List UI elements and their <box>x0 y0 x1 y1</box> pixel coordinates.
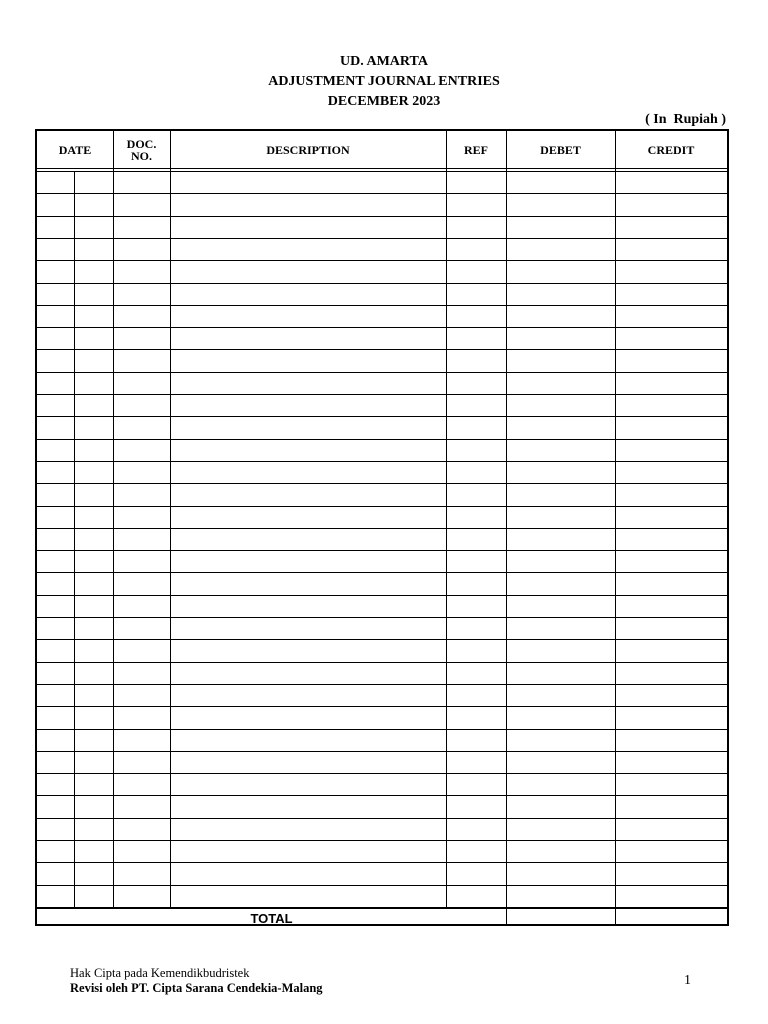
currency-note: ( In Rupiah ) <box>645 112 726 127</box>
column-header-doc-no <box>113 131 170 169</box>
row-divider <box>37 595 727 596</box>
row-divider <box>37 305 727 306</box>
row-divider <box>37 483 727 484</box>
row-divider <box>37 662 727 663</box>
column-header-date: DATE <box>58 143 92 157</box>
row-divider <box>37 795 727 796</box>
row-divider <box>37 349 727 350</box>
footer-copyright: Hak Cipta pada Kemendikbudristek <box>70 966 250 980</box>
journal-table <box>35 129 729 926</box>
total-divider <box>37 907 727 909</box>
row-divider <box>37 394 727 395</box>
column-header-ref: REF <box>464 143 488 157</box>
row-divider <box>37 751 727 752</box>
total-label: TOTAL <box>250 911 293 927</box>
row-divider <box>37 617 727 618</box>
report-period: DECEMBER 2023 <box>327 94 441 109</box>
row-divider <box>37 729 727 730</box>
row-divider <box>37 372 727 373</box>
row-divider <box>37 773 727 774</box>
row-divider <box>37 260 727 261</box>
column-header-credit: CREDIT <box>647 143 695 157</box>
column-divider <box>615 131 616 924</box>
footer-revision: Revisi oleh PT. Cipta Sarana Cendekia-Malang <box>70 981 323 995</box>
company-name: UD. AMARTA <box>340 54 428 69</box>
column-header-doc-no-line1: DOC. <box>126 137 157 151</box>
column-header-doc-no-line2: NO. <box>131 149 152 163</box>
page-number: 1 <box>684 973 691 988</box>
column-divider <box>113 131 114 907</box>
row-divider <box>37 862 727 863</box>
row-divider <box>37 572 727 573</box>
column-divider <box>74 171 75 907</box>
row-divider <box>37 818 727 819</box>
row-divider <box>37 506 727 507</box>
row-divider <box>37 238 727 239</box>
column-divider <box>170 131 171 907</box>
report-title: ADJUSTMENT JOURNAL ENTRIES <box>268 74 500 89</box>
row-divider <box>37 327 727 328</box>
column-divider <box>446 131 447 907</box>
row-divider <box>37 416 727 417</box>
row-divider <box>37 840 727 841</box>
row-divider <box>37 283 727 284</box>
row-divider <box>37 684 727 685</box>
column-divider <box>506 131 507 924</box>
row-divider <box>37 550 727 551</box>
row-divider <box>37 439 727 440</box>
header-divider <box>37 168 727 169</box>
row-divider <box>37 216 727 217</box>
row-divider <box>37 706 727 707</box>
row-divider <box>37 528 727 529</box>
column-header-debet: DEBET <box>540 143 581 157</box>
row-divider <box>37 639 727 640</box>
row-divider <box>37 885 727 886</box>
row-divider <box>37 193 727 194</box>
row-divider <box>37 461 727 462</box>
column-header-description: DESCRIPTION <box>266 143 350 157</box>
header-divider <box>37 171 727 172</box>
